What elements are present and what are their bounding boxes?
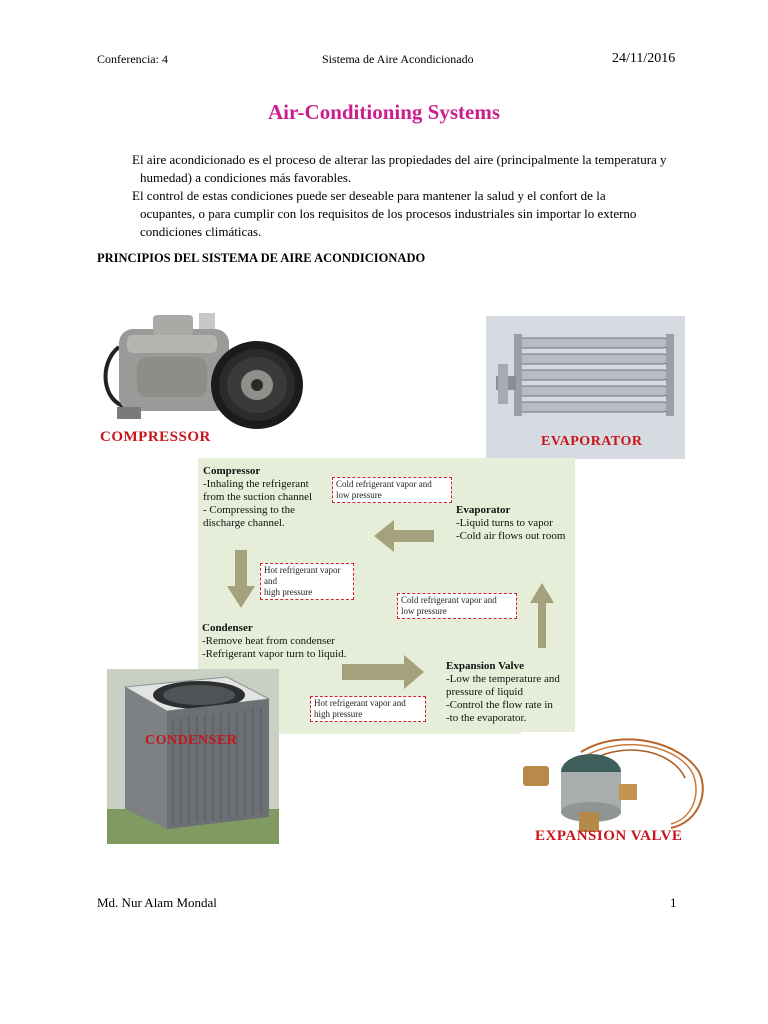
state-box-line: Cold refrigerant vapor and — [401, 595, 497, 605]
footer-author: Md. Nur Alam Mondal — [97, 895, 217, 910]
description-line: discharge channel. — [203, 517, 285, 529]
bullet-marker — [118, 187, 132, 205]
description-line: from the suction channel — [203, 491, 313, 503]
state-box-line: high pressure — [314, 709, 363, 719]
arrow-right-icon — [342, 655, 424, 689]
arrow-down-icon — [227, 550, 255, 608]
compressor-photo — [97, 307, 305, 459]
bullet-text-line: condiciones climáticas. — [140, 224, 262, 239]
bullet-text-line: El aire acondicionado es el proceso de alterar las propiedades del aire (principalmente la temperatura y — [132, 152, 667, 167]
section-heading: PRINCIPIOS DEL SISTEMA DE AIRE ACONDICIONADO — [97, 251, 426, 265]
state-box-line: Cold refrigerant vapor and — [336, 479, 432, 489]
bullet-item — [118, 151, 698, 187]
expansion-valve-title: Expansion Valve — [446, 660, 524, 672]
page-title: Air-Conditioning Systems — [268, 100, 500, 124]
state-box-line: Hot refrigerant vapor and — [314, 698, 406, 708]
bullet-marker — [118, 151, 132, 169]
expansion-valve-label: EXPANSION VALVE — [535, 828, 683, 844]
description-line: -Liquid turns to vapor — [456, 517, 553, 529]
state-box-line: high pressure — [264, 587, 313, 597]
bullet-text-line: El control de estas condiciones puede ser deseable para mantener la salud y el confort de la — [132, 188, 606, 203]
description-line: -Inhaling the refrigerant — [203, 478, 309, 490]
description-line: -Cold air flows out room — [456, 530, 566, 542]
condenser-label: CONDENSER — [145, 733, 238, 748]
arrow-up-icon — [530, 583, 554, 648]
description-line: -Refrigerant vapor turn to liquid. — [202, 648, 347, 660]
state-box-top — [332, 477, 452, 503]
description-line: -Control the flow rate in — [446, 699, 553, 711]
expansion-valve-photo — [521, 732, 711, 860]
evaporator-description — [456, 504, 565, 543]
condenser-description — [202, 622, 347, 661]
state-box-bottom — [310, 696, 426, 722]
state-box-left — [260, 563, 354, 600]
bullet-text-line: humedad) a condiciones más favorables. — [140, 170, 352, 185]
description-line: -Low the temperature and — [446, 673, 560, 685]
description-line: - Compressing to the — [203, 504, 295, 516]
bullet-text-line: ocupantes, o para cumplir con los requisitos de los procesos industriales sin importar lo externo — [140, 206, 637, 221]
condenser-photo — [107, 669, 279, 844]
state-box-line: low pressure — [336, 490, 382, 500]
compressor-label: COMPRESSOR — [100, 429, 211, 445]
description-line: -Remove heat from condenser — [202, 635, 335, 647]
evaporator-label: EVAPORATOR — [541, 434, 643, 449]
description-line: pressure of liquid — [446, 686, 523, 698]
state-box-line: Hot refrigerant vapor and — [264, 565, 341, 586]
compressor-description — [203, 465, 312, 530]
evaporator-title: Evaporator — [456, 504, 511, 516]
header-conference: Conferencia: 4 — [97, 52, 168, 66]
evaporator-photo — [486, 316, 685, 459]
condenser-illustration — [107, 669, 279, 844]
expansion-valve-description — [446, 660, 560, 725]
bullet-item — [118, 187, 698, 241]
description-line: -to the evaporator. — [446, 712, 527, 724]
condenser-title: Condenser — [202, 622, 253, 634]
header-subject: Sistema de Aire Acondicionado — [322, 52, 474, 66]
header-date: 24/11/2016 — [612, 51, 676, 66]
arrow-left-icon — [374, 520, 434, 552]
state-box-line: low pressure — [401, 606, 447, 616]
page-number: 1 — [670, 895, 677, 910]
compressor-title: Compressor — [203, 465, 261, 477]
bullet-list — [118, 151, 698, 241]
state-box-right — [397, 593, 517, 619]
